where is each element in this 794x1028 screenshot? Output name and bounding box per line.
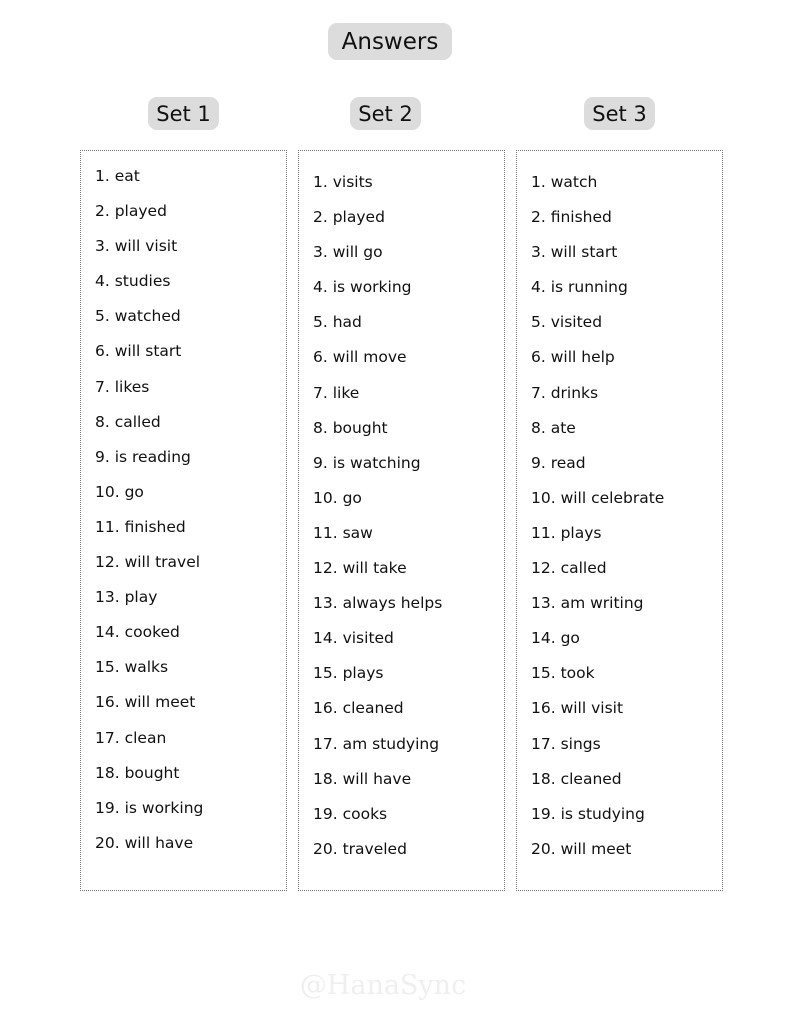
answer-item: 16. cleaned <box>313 699 404 718</box>
answer-item: 20. will have <box>95 833 194 852</box>
answer-item: 11. plays <box>531 523 602 542</box>
answer-item: 2. finished <box>531 208 612 227</box>
answer-item: 13. always helps <box>313 594 443 613</box>
answer-item: 15. took <box>531 664 595 683</box>
answer-item: 1. visits <box>313 173 373 191</box>
answer-item: 20. traveled <box>313 839 407 858</box>
answer-item: 9. read <box>531 453 586 472</box>
answer-item: 7. drinks <box>531 383 599 402</box>
answer-item: 20. will meet <box>531 839 632 858</box>
answer-item: 7. likes <box>95 377 150 396</box>
answer-item: 12. called <box>531 559 607 578</box>
answer-item: 13. play <box>95 588 158 607</box>
answer-item: 17. clean <box>95 728 167 747</box>
set-1-answers-box <box>80 150 287 891</box>
answer-item: 7. like <box>313 383 360 402</box>
answer-item: 2. played <box>95 202 167 221</box>
answer-item: 17. sings <box>531 734 601 753</box>
answer-item: 8. bought <box>313 418 388 437</box>
answer-item: 6. will help <box>531 348 615 367</box>
answer-item: 4. is running <box>531 278 628 297</box>
answer-item: 8. ate <box>531 418 576 437</box>
answer-item: 3. will go <box>313 243 383 262</box>
set-1-header: Set 1 <box>148 97 219 130</box>
answer-item: 17. am studying <box>313 734 440 753</box>
answer-item: 6. will move <box>313 348 407 367</box>
answer-item: 4. studies <box>95 272 171 291</box>
answer-item: 16. will meet <box>95 693 196 712</box>
answer-item: 18. bought <box>95 763 180 782</box>
answer-item: 5. watched <box>95 307 181 326</box>
answer-item: 13. am writing <box>531 594 644 613</box>
answer-item: 8. called <box>95 412 161 431</box>
answer-item: 14. visited <box>313 629 394 648</box>
answer-item: 14. go <box>531 629 580 648</box>
answer-item: 6. will start <box>95 342 182 361</box>
set-2-answers-box <box>298 150 505 891</box>
page-title: Answers <box>328 23 452 60</box>
answer-item: 19. cooks <box>313 804 388 823</box>
answer-item: 2. played <box>313 208 385 227</box>
set-3-answers-box <box>516 150 723 891</box>
answer-item: 15. plays <box>313 664 384 683</box>
answer-item: 10. go <box>95 482 144 501</box>
answer-item: 16. will visit <box>531 699 624 718</box>
answer-item: 18. cleaned <box>531 769 622 788</box>
answer-item: 15. walks <box>95 658 169 677</box>
answer-item: 1. eat <box>95 167 140 185</box>
answer-item: 9. is reading <box>95 447 191 466</box>
answer-item: 19. is studying <box>531 804 645 823</box>
answer-item: 11. finished <box>95 517 186 536</box>
answer-item: 1. watch <box>531 173 598 191</box>
answer-item: 18. will have <box>313 769 412 788</box>
answer-item: 5. had <box>313 313 362 332</box>
answer-item: 12. will travel <box>95 553 201 572</box>
answer-item: 9. is watching <box>313 453 421 472</box>
set-2-header: Set 2 <box>350 97 421 130</box>
answer-item: 4. is working <box>313 278 412 297</box>
set-3-header: Set 3 <box>584 97 655 130</box>
answer-item: 12. will take <box>313 559 407 578</box>
answer-item: 19. is working <box>95 798 204 817</box>
answer-item: 14. cooked <box>95 623 180 642</box>
watermark: @HanaSync <box>299 970 467 1001</box>
answer-item: 11. saw <box>313 523 373 542</box>
answer-item: 3. will visit <box>95 237 178 256</box>
answer-item: 3. will start <box>531 243 618 262</box>
answer-item: 10. go <box>313 488 362 507</box>
answer-item: 5. visited <box>531 313 603 332</box>
answer-item: 10. will celebrate <box>531 488 665 507</box>
